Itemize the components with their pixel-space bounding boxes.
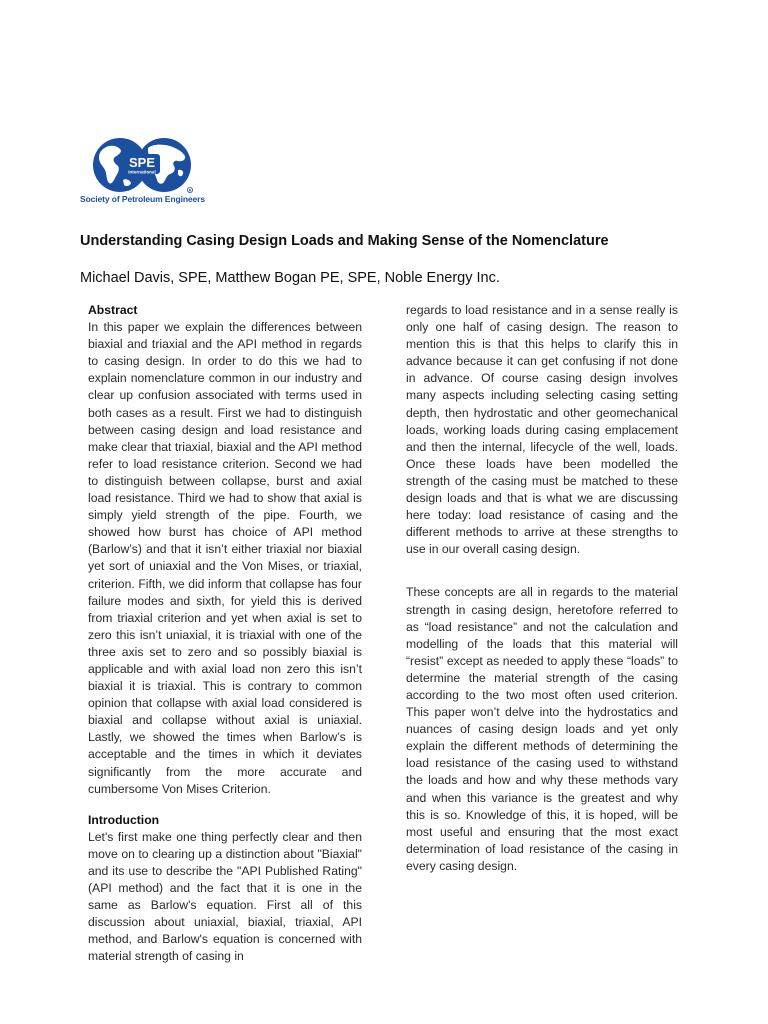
logo-caption: Society of Petroleum Engineers	[80, 194, 206, 204]
section-spacer	[88, 798, 362, 812]
right-paragraph-2: These concepts are all in regards to the material strength in casing design, heretofore referred to as “load resistance” and not the calculation and modelling of the loads that this material will “resist” except as needed to apply these “loads” to determine the material strength of the casing according to the two most often used criterion. This paper won’t delve into the hydrostatics and nuances of casing design loads and yet only explain the different methods of determining the load resistance of the casing used to withstand the loads and how and why these methods vary and when this variance is the greatest and why this is so. Knowledge of this, it is hoped, will be most useful and ensuring that the most exact determination of load resistance of the casing in every casing design.	[406, 585, 678, 873]
svg-text:R: R	[188, 188, 192, 193]
logo-globe-text-top: SPE	[128, 155, 156, 170]
logo-globe-text-bottom: International	[128, 169, 156, 175]
paper-title: Understanding Casing Design Loads and Making Sense of the Nomenclature	[80, 233, 609, 249]
introduction-text: Let's first make one thing perfectly clear and then move on to clearing up a distinction about "Biaxial" and its use to describe the "API Published Rating" (API method) and the fact that it is one in the same as Barlow's equation. First all of this discussion about uniaxial, biaxial, triaxial, API method, and Barlow's equation is concerned with material strength of casing in	[88, 829, 362, 964]
spe-logo	[80, 136, 204, 208]
paragraph-spacer	[406, 558, 678, 584]
spe-globe-logo-icon	[90, 136, 194, 194]
abstract-text: In this paper we explain the differences between biaxial and triaxial and the API method in regards to casing design. In order to do this we had to explain nomenclature common in our industry and clear up confusion associated with terms used in both cases as a result. First we had to distinguish between casing design and load resistance and make clear that triaxial, biaxial and the API method refer to load resistance criterion. Second we had to distinguish between collapse, burst and axial load resistance. Third we had to show that axial is simply yield strength of the pipe. Fourth, we showed how burst has choice of API method (Barlow’s) and that it isn’t either triaxial nor biaxial yet sort of uniaxial and the Von Mises, or triaxial, criterion. Fifth, we did inform that collapse has four failure modes and sixth, for yield this is derived from triaxial criterion and yet when axial is set to zero this isn’t uniaxial, it is triaxial with one of the three axis set to zero and so possibly biaxial is applicable and with axial load non zero this isn’t biaxial it is triaxial. This is contrary to common opinion that collapse with axial load considered is biaxial and collapse without axial is uniaxial. Lastly, we showed the times when Barlow’s is acceptable and the times in which it deviates significantly from the more accurate and cumbersome Von Mises Criterion.	[88, 320, 362, 796]
right-paragraph-1: regards to load resistance and in a sense really is only one half of casing design. The reason to mention this is that this helps to clarify this in advance because it can get confusing if not done in advance. Of course casing design involves many aspects including selecting casing setting depth, then hydrostatic and other geomechanical loads, working loads during casing emplacement and then the internal, lifecycle of the well, loads. Once these loads have been modelled the strength of the casing must be matched to these design loads and that is what we are discussing here today: load resistance of casing and the different methods to arrive at these strengths to use in our overall casing design.	[406, 303, 678, 557]
abstract-heading: Abstract	[88, 303, 138, 317]
author-line: Michael Davis, SPE, Matthew Bogan PE, SPE, Noble Energy Inc.	[80, 270, 500, 286]
right-column	[406, 302, 678, 875]
left-column	[88, 302, 362, 966]
introduction-heading: Introduction	[88, 812, 160, 827]
